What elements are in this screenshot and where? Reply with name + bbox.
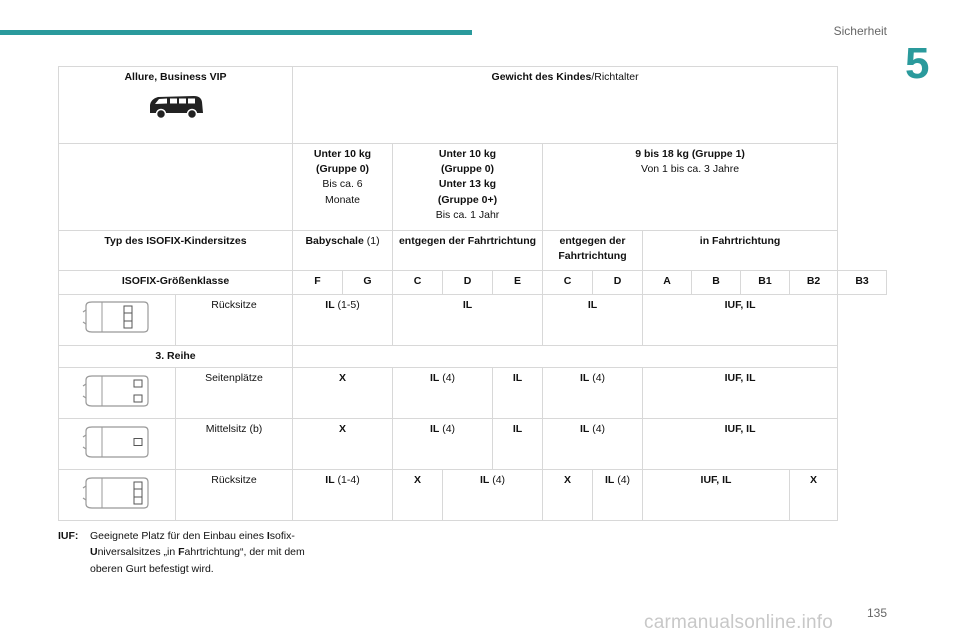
size-class: A bbox=[643, 271, 692, 295]
value-text: IL bbox=[429, 372, 440, 385]
van-top-middle-seat-icon bbox=[82, 425, 152, 459]
value-cell bbox=[293, 470, 393, 521]
value-text: IL bbox=[604, 474, 615, 487]
size-class: C bbox=[543, 271, 593, 295]
size-class-label: ISOFIX-Größenklasse bbox=[59, 271, 293, 295]
seat-diagram-cell bbox=[59, 368, 176, 419]
size-class: B2 bbox=[790, 271, 838, 295]
value-text: IL bbox=[325, 474, 335, 487]
value-cell bbox=[393, 368, 493, 419]
weight-group-0 bbox=[293, 144, 393, 231]
value-cell: IUF, IL bbox=[643, 419, 838, 470]
value-cell bbox=[293, 295, 393, 346]
value-cell: X bbox=[293, 419, 393, 470]
value-cell: X bbox=[790, 470, 838, 521]
seat-diagram-cell bbox=[59, 470, 176, 521]
size-class: B3 bbox=[838, 271, 887, 295]
value-cell bbox=[393, 419, 493, 470]
value-note: (4) bbox=[439, 423, 456, 436]
van-top-rear-bench-icon bbox=[82, 300, 152, 334]
value-cell: IL bbox=[393, 295, 543, 346]
size-class: B1 bbox=[741, 271, 790, 295]
size-class: E bbox=[493, 271, 543, 295]
seat-label: Rücksitze bbox=[176, 470, 293, 521]
weight-text: 9 bis 18 kg (Gruppe 1) bbox=[635, 148, 745, 160]
size-class: D bbox=[443, 271, 493, 295]
footnote-part: F bbox=[178, 546, 185, 559]
weight-header-cell bbox=[293, 67, 838, 144]
weight-title: Gewicht des Kindes bbox=[491, 71, 592, 83]
value-cell: X bbox=[543, 470, 593, 521]
footnote-part: niversalsitzes „in bbox=[97, 546, 179, 559]
value-text: IL bbox=[579, 372, 590, 385]
weight-text: Unter 10 kg bbox=[313, 148, 372, 160]
value-cell: IUF, IL bbox=[643, 470, 790, 521]
weight-text: Unter 13 kg bbox=[438, 178, 497, 191]
value-cell bbox=[543, 368, 643, 419]
empty-cell bbox=[59, 144, 293, 231]
empty-cell bbox=[293, 346, 838, 368]
value-text: IL bbox=[325, 299, 335, 311]
value-cell: IL bbox=[493, 419, 543, 470]
type-cell: entgegen der Fahrtrichtung bbox=[393, 231, 543, 271]
value-text: IL bbox=[479, 474, 490, 487]
seat-label: Seitenplätze bbox=[176, 368, 293, 419]
weight-group-0plus bbox=[393, 144, 543, 231]
seat-diagram-cell bbox=[59, 419, 176, 470]
age-text: Bis ca. 1 Jahr bbox=[435, 208, 500, 221]
value-note: (4) bbox=[439, 372, 456, 385]
footnote-part: ahrtrichtung“, der mit dem oberen Gurt befestigt wird. bbox=[90, 546, 305, 575]
section-title: Sicherheit bbox=[833, 24, 887, 38]
value-cell: X bbox=[293, 368, 393, 419]
value-cell: IUF, IL bbox=[643, 295, 838, 346]
type-text: Babyschale bbox=[305, 235, 364, 247]
value-cell: IUF, IL bbox=[643, 368, 838, 419]
value-cell: X bbox=[393, 470, 443, 521]
weight-text: (Gruppe 0) bbox=[315, 163, 370, 176]
value-text: IL bbox=[579, 423, 590, 436]
footnote-part: I bbox=[266, 530, 270, 542]
size-class: D bbox=[593, 271, 643, 295]
van-top-side-seats-icon bbox=[82, 374, 152, 408]
value-note: (1-4) bbox=[334, 474, 360, 487]
seat-label: Mittelsitz (b) bbox=[176, 419, 293, 470]
van-side-icon bbox=[146, 93, 206, 119]
footnote-part: sofix- bbox=[269, 530, 295, 542]
value-cell: IL bbox=[493, 368, 543, 419]
van-top-third-bench-icon bbox=[82, 476, 152, 510]
third-row-label: 3. Reihe bbox=[59, 346, 293, 368]
value-cell bbox=[543, 419, 643, 470]
age-text: Von 1 bis ca. 3 Jahre bbox=[641, 163, 740, 176]
value-note: (1-5) bbox=[334, 299, 360, 311]
value-cell: IL bbox=[543, 295, 643, 346]
type-note: (1) bbox=[363, 235, 380, 247]
value-cell bbox=[593, 470, 643, 521]
value-cell bbox=[443, 470, 543, 521]
footnote-part: U bbox=[90, 546, 98, 559]
seat-label: Rücksitze bbox=[176, 295, 293, 346]
model-label: Allure, Business VIP bbox=[124, 71, 227, 83]
model-cell bbox=[59, 67, 293, 144]
weight-text: Unter 10 kg bbox=[438, 148, 497, 160]
age-text: Monate bbox=[324, 193, 361, 206]
page-number: 135 bbox=[866, 606, 887, 620]
value-note: (4) bbox=[614, 474, 631, 487]
value-note: (4) bbox=[489, 474, 506, 487]
size-class: C bbox=[393, 271, 443, 295]
type-label: Typ des ISOFIX-Kindersitzes bbox=[59, 231, 293, 271]
weight-text: (Gruppe 0+) bbox=[437, 193, 498, 206]
footnote-part: Geeignete Platz für den Einbau eines bbox=[90, 530, 267, 542]
size-class: B bbox=[692, 271, 741, 295]
type-cell: in Fahrtrichtung bbox=[643, 231, 838, 271]
size-class: F bbox=[293, 271, 343, 295]
type-cell: entgegen der Fahrtrichtung bbox=[543, 231, 643, 271]
value-note: (4) bbox=[589, 423, 606, 436]
value-note: (4) bbox=[589, 372, 606, 385]
seat-diagram-cell bbox=[59, 295, 176, 346]
weight-group-1 bbox=[543, 144, 838, 231]
footnote bbox=[58, 528, 338, 577]
watermark: carmanualsonline.info bbox=[644, 612, 834, 633]
value-text: IL bbox=[429, 423, 440, 436]
weight-title-suffix: /Richtalter bbox=[591, 71, 639, 83]
weight-text: (Gruppe 0) bbox=[440, 163, 495, 176]
isofix-table bbox=[58, 66, 887, 521]
footnote-text bbox=[90, 528, 338, 577]
chapter-number: 5 bbox=[905, 39, 930, 88]
footnote-key: IUF: bbox=[58, 530, 79, 542]
section-accent-bar bbox=[0, 30, 472, 35]
age-text: Bis ca. 6 bbox=[322, 178, 363, 191]
type-cell bbox=[293, 231, 393, 271]
size-class: G bbox=[343, 271, 393, 295]
